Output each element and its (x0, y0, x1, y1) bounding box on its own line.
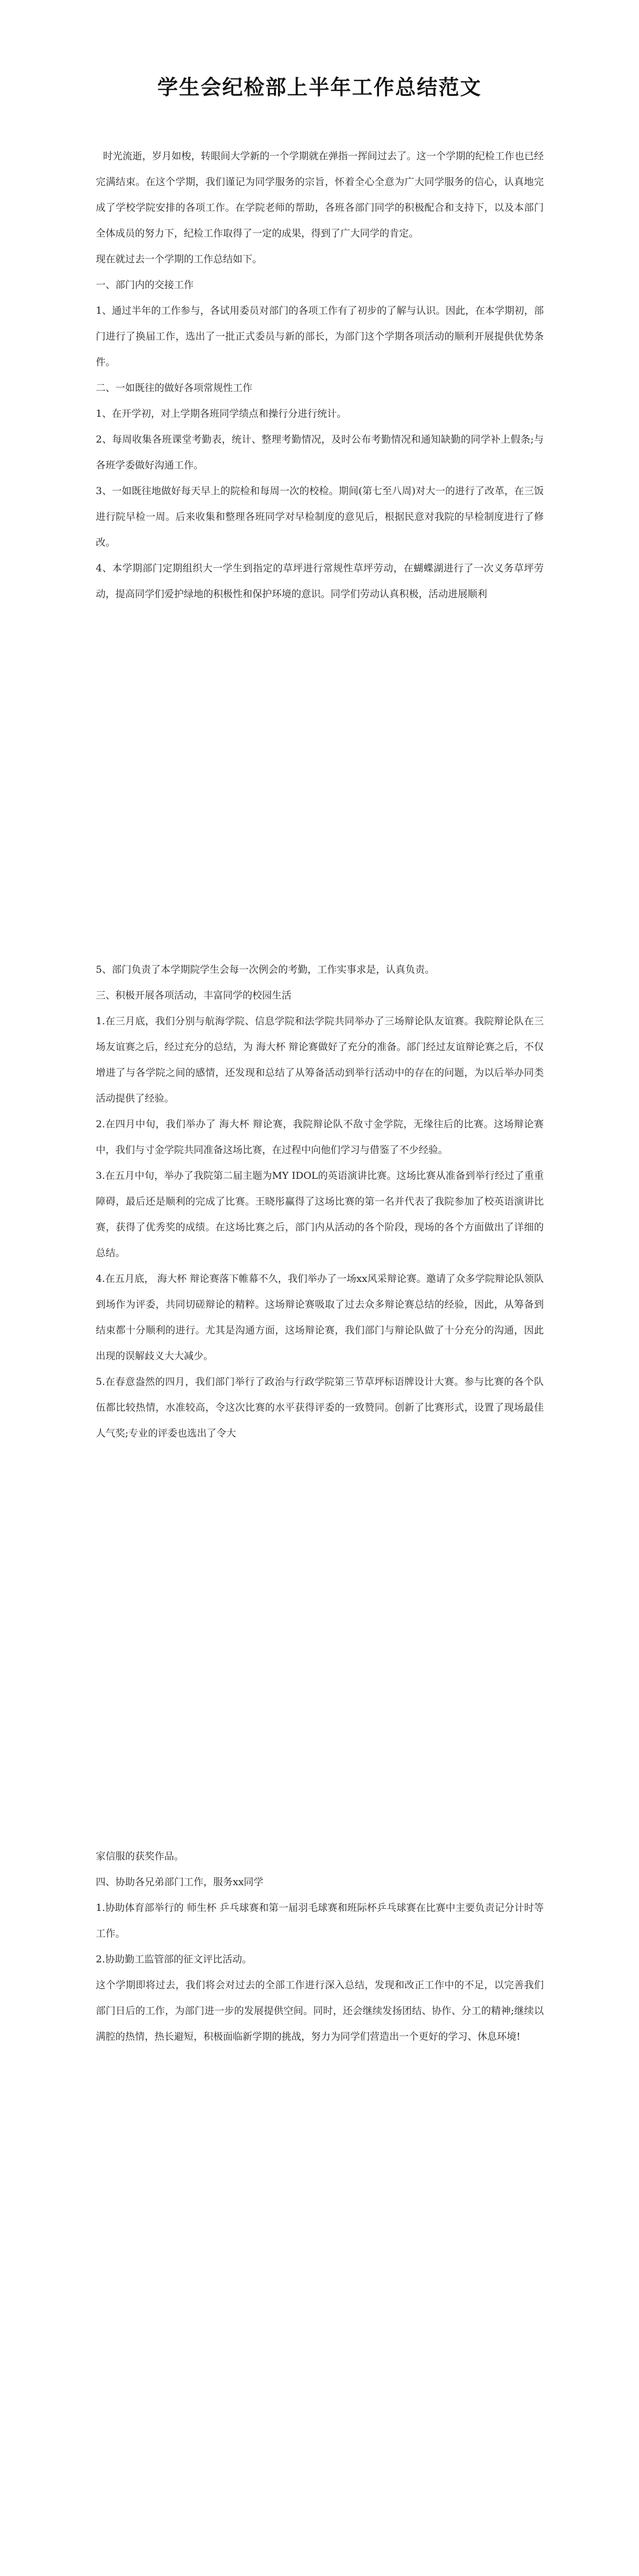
paragraph: 1、通过半年的工作参与，各试用委员对部门的各项工作有了初步的了解与认识。因此，在本学期初，部门进行了换届工作，选出了一批正式委员与新的部长，为部门这个学期各项活动的顺利开展提供优势条件。 (96, 305, 544, 368)
paragraph: 1、在开学初，对上学期各班同学绩点和操行分进行统计。 (96, 408, 347, 419)
paragraph: 2.协助勤工监管部的征文评比活动。 (96, 1954, 252, 1965)
paragraph: 3.在五月中旬，举办了我院第二届主题为MY IDOL的英语演讲比赛。这场比赛从准备到举行经过了重重障碍，最后还是顺利的完成了比赛。王晓彤赢得了这场比赛的第一名并代表了我院参加了校英语演讲比赛，获得了优秀奖的成绩。在这场比赛之后，部门内从活动的各个阶段，现场的各个方面做出了详细的总结。 (96, 1170, 544, 1259)
paragraph: 2.在四月中旬，我们举办了 海大杯 辩论赛，我院辩论队不敌寸金学院，无缘往后的比赛。这场辩论赛中，我们与寸金学院共同准备这场比赛，在过程中向他们学习与借鉴了不少经验。 (96, 1118, 544, 1156)
paragraph: 家信服的获奖作品。 (96, 1851, 184, 1862)
paragraph: 现在就过去一个学期的工作总结如下。 (96, 253, 263, 265)
section-block-b (96, 957, 544, 1446)
paragraph: 2、每周收集各班课堂考勤表，统计、整理考勤情况，及时公布考勤情况和通知缺勤的同学补上假条;与各班学委做好沟通工作。 (96, 434, 544, 471)
section-block-a (96, 143, 544, 607)
paragraph: 5.在春意盎然的四月，我们部门举行了政治与行政学院第三节草坪标语牌设计大赛。参与比赛的各个队伍都比较热情，水准较高，令这次比赛的水平获得评委的一致赞同。创新了比赛形式，设置了现场最佳人气奖;专业的评委也选出了令大 (96, 1376, 544, 1439)
document-title: 学生会纪检部上半年工作总结范文 (157, 75, 482, 99)
paragraph: 1.在三月底，我们分别与航海学院、信息学院和法学院共同举办了三场辩论队友谊赛。我院辩论队在三场友谊赛之后，经过充分的总结，为 海大杯 辩论赛做好了充分的准备。部门经过友谊辩论赛之后，不仅增进了与各学院之间的感情，还发现和总结了从筹备活动到举行活动中的存在的问题，为以后举办同类活动提供了经验。 (96, 1015, 544, 1104)
paragraph: 时光流逝，岁月如梭，转眼间大学新的一个学期就在弹指一挥间过去了。这一个学期的纪检工作也已经完满结束。在这个学期，我们谨记为同学服务的宗旨，怀着全心全意为广大同学服务的信心，认真地完成了学校学院安排的各项工作。在学院老师的帮助，各班各部门同学的积极配合和支持下，以及本部门全体成员的努力下，纪检工作取得了一定的成果，得到了广大同学的肯定。 (96, 150, 544, 239)
paragraph: 4.在五月底， 海大杯 辩论赛落下帷幕不久，我们举办了一场xx风采辩论赛。邀请了众多学院辩论队领队到场作为评委，共同切磋辩论的精粹。这场辩论赛吸取了过去众多辩论赛总结的经验，因此，从筹备到结束都十分顺利的进行。尤其是沟通方面，这场辩论赛，我们部门与辩论队做了十分充分的沟通，因此出现的误解歧义大大减少。 (96, 1273, 544, 1362)
paragraph: 1.协助体育部举行的 师生杯 乒乓球赛和第一届羽毛球赛和班际杯乒乓球赛在比赛中主要负责记分计时等工作。 (96, 1902, 544, 1939)
section-heading: 一、部门内的交接工作 (96, 279, 194, 291)
section-block-c (96, 1843, 544, 2049)
section-heading: 三、积极开展各项活动，丰富同学的校园生活 (96, 990, 292, 1001)
paragraph: 4、本学期部门定期组织大一学生到指定的草坪进行常规性草坪劳动，在蝴蝶湖进行了一次义务草坪劳动，提高同学们爱护绿地的积极性和保护环境的意识。同学们劳动认真积极，活动进展顺利 (96, 563, 544, 600)
section-heading: 二、一如既往的做好各项常规性工作 (96, 382, 253, 394)
paragraph: 这个学期即将过去，我们将会对过去的全部工作进行深入总结，发现和改正工作中的不足，以完善我们部门日后的工作，为部门进一步的发展提供空间。同时，还会继续发扬团结、协作、分工的精神;继续以满腔的热情，热长避短，积极面临新学期的挑战，努力为同学们营造出一个更好的学习、休息环境! (96, 1979, 544, 2042)
paragraph: 3、一如既往地做好每天早上的院检和每周一次的校检。期间(第七至八周)对大一的进行了改革，在三饭进行院早检一周。后来收集和整理各班同学对早检制度的意见后，根据民意对我院的早检制度进行了修改。 (96, 485, 544, 548)
paragraph: 5、部门负责了本学期院学生会每一次例会的考勤，工作实事求是，认真负责。 (96, 964, 435, 975)
section-heading: 四、协助各兄弟部门工作，服务xx同学 (96, 1876, 264, 1888)
